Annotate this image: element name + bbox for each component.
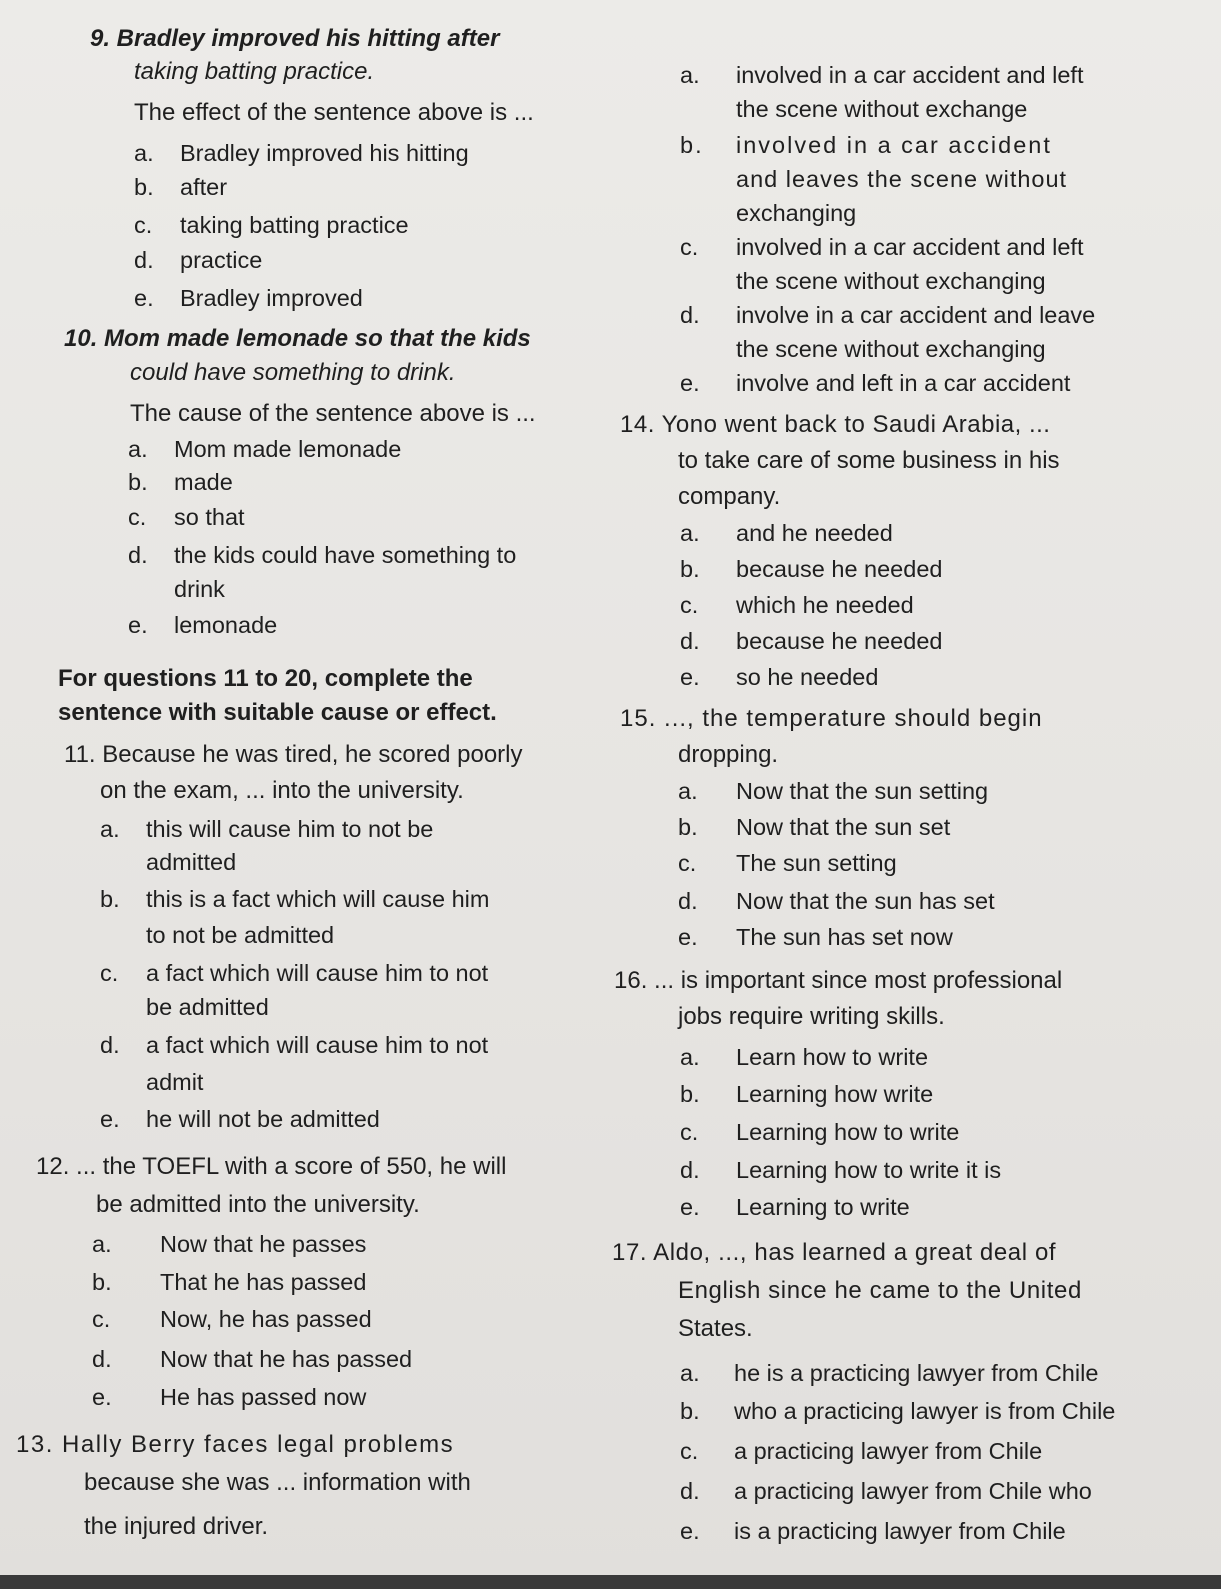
q10-option-d-cont: drink xyxy=(174,576,225,602)
q14-stem-line1: 14. Yono went back to Saudi Arabia, ... xyxy=(620,411,1051,438)
q16-option-b[interactable]: b. Learning how write xyxy=(680,1081,934,1107)
q11-option-b-cont: to not be admitted xyxy=(146,922,335,948)
q9-option-a[interactable]: a. Bradley improved his hitting xyxy=(134,140,469,166)
q13-stem-line1: 13. Hally Berry faces legal problems xyxy=(16,1431,455,1458)
q17-stem-line3: States. xyxy=(678,1315,753,1342)
q16-stem-line1: 16. ... is important since most professional xyxy=(614,967,1063,994)
q13-option-c-cont: the scene without exchanging xyxy=(736,268,1046,294)
q11-option-d[interactable]: d. a fact which will cause him to not xyxy=(100,1032,489,1058)
q9-option-d[interactable]: d. practice xyxy=(134,247,263,273)
section-instructions-line2: sentence with suitable cause or effect. xyxy=(58,699,497,726)
q17-option-c[interactable]: c. a practicing lawyer from Chile xyxy=(680,1438,1043,1464)
q17-option-e[interactable]: e. is a practicing lawyer from Chile xyxy=(680,1518,1066,1544)
q10-option-c[interactable]: c. so that xyxy=(128,504,245,530)
bottom-edge-shadow xyxy=(0,1575,1221,1589)
section-instructions-line1: For questions 11 to 20, complete the xyxy=(58,665,473,692)
q9-stem-line1: 9. Bradley improved his hitting after xyxy=(90,25,500,52)
q13-option-a-cont: the scene without exchange xyxy=(736,96,1028,122)
q14-option-c[interactable]: c. which he needed xyxy=(680,592,914,618)
q9-stem-line2: taking batting practice. xyxy=(134,58,375,85)
q17-option-a[interactable]: a. he is a practicing lawyer from Chile xyxy=(680,1360,1099,1386)
q16-option-a[interactable]: a. Learn how to write xyxy=(680,1044,929,1070)
q13-stem-line3: the injured driver. xyxy=(84,1513,269,1540)
q11-option-a-cont: admitted xyxy=(146,849,237,875)
q13-option-d-cont: the scene without exchanging xyxy=(736,336,1046,362)
q15-option-c[interactable]: c. The sun setting xyxy=(678,850,897,876)
q9-option-e[interactable]: e. Bradley improved xyxy=(134,285,363,311)
q11-option-c[interactable]: c. a fact which will cause him to not xyxy=(100,960,489,986)
q12-option-e[interactable]: e. He has passed now xyxy=(92,1384,367,1410)
q11-option-e[interactable]: e. he will not be admitted xyxy=(100,1106,380,1132)
q13-option-b-cont2: exchanging xyxy=(736,200,857,226)
q15-option-e[interactable]: e. The sun has set now xyxy=(678,924,953,950)
q10-prompt: The cause of the sentence above is ... xyxy=(130,400,536,427)
q11-option-c-cont: be admitted xyxy=(146,994,269,1020)
q12-option-c[interactable]: c. Now, he has passed xyxy=(92,1306,372,1332)
q9-prompt: The effect of the sentence above is ... xyxy=(134,99,534,126)
q12-option-d[interactable]: d. Now that he has passed xyxy=(92,1346,413,1372)
q12-option-b[interactable]: b. That he has passed xyxy=(92,1269,367,1295)
q11-stem-line2: on the exam, ... into the university. xyxy=(100,777,464,804)
q11-option-a[interactable]: a. this will cause him to not be xyxy=(100,816,434,842)
q15-option-b[interactable]: b. Now that the sun set xyxy=(678,814,951,840)
q17-stem-line1: 17. Aldo, ..., has learned a great deal of xyxy=(612,1239,1057,1266)
q9-option-b[interactable]: b. after xyxy=(134,174,228,200)
q10-option-a[interactable]: a. Mom made lemonade xyxy=(128,436,402,462)
q13-option-a[interactable]: a. involved in a car accident and left xyxy=(680,62,1084,88)
q17-stem-line2: English since he came to the United xyxy=(678,1277,1082,1304)
q11-stem-line1: 11. Because he was tired, he scored poorly xyxy=(64,741,523,768)
q14-option-b[interactable]: b. because he needed xyxy=(680,556,943,582)
q10-option-d[interactable]: d. the kids could have something to xyxy=(128,542,517,568)
q16-stem-line2: jobs require writing skills. xyxy=(678,1003,945,1030)
q10-stem-line2: could have something to drink. xyxy=(130,359,456,386)
q15-stem-line2: dropping. xyxy=(678,741,779,768)
q13-option-e[interactable]: e. involve and left in a car accident xyxy=(680,370,1071,396)
q14-option-e[interactable]: e. so he needed xyxy=(680,664,879,690)
q13-option-d[interactable]: d. involve in a car accident and leave xyxy=(680,302,1096,328)
q16-option-c[interactable]: c. Learning how to write xyxy=(680,1119,960,1145)
q13-stem-line2: because she was ... information with xyxy=(84,1469,471,1496)
q17-option-d[interactable]: d. a practicing lawyer from Chile who xyxy=(680,1478,1092,1504)
q9-option-c[interactable]: c. taking batting practice xyxy=(134,212,409,238)
q12-stem-line1: 12. ... the TOEFL with a score of 550, he will xyxy=(36,1153,507,1180)
q11-option-d-cont: admit xyxy=(146,1069,204,1095)
q13-option-b[interactable]: b. involved in a car accident xyxy=(680,132,1052,158)
q15-stem-line1: 15. ..., the temperature should begin xyxy=(620,705,1043,732)
q11-option-b[interactable]: b. this is a fact which will cause him xyxy=(100,886,490,912)
q13-option-c[interactable]: c. involved in a car accident and left xyxy=(680,234,1084,260)
q16-option-e[interactable]: e. Learning to write xyxy=(680,1194,910,1220)
q10-option-e[interactable]: e. lemonade xyxy=(128,612,278,638)
q10-option-b[interactable]: b. made xyxy=(128,469,233,495)
q13-option-b-cont: and leaves the scene without xyxy=(736,166,1068,192)
q14-stem-line2: to take care of some business in his xyxy=(678,447,1060,474)
q14-option-d[interactable]: d. because he needed xyxy=(680,628,943,654)
q14-stem-line3: company. xyxy=(678,483,781,510)
q15-option-d[interactable]: d. Now that the sun has set xyxy=(678,888,995,914)
q12-option-a[interactable]: a. Now that he passes xyxy=(92,1231,367,1257)
q14-option-a[interactable]: a. and he needed xyxy=(680,520,893,546)
q10-stem-line1: 10. Mom made lemonade so that the kids xyxy=(64,325,531,352)
q12-stem-line2: be admitted into the university. xyxy=(96,1191,420,1218)
q15-option-a[interactable]: a. Now that the sun setting xyxy=(678,778,989,804)
q17-option-b[interactable]: b. who a practicing lawyer is from Chile xyxy=(680,1398,1116,1424)
q16-option-d[interactable]: d. Learning how to write it is xyxy=(680,1157,1002,1183)
